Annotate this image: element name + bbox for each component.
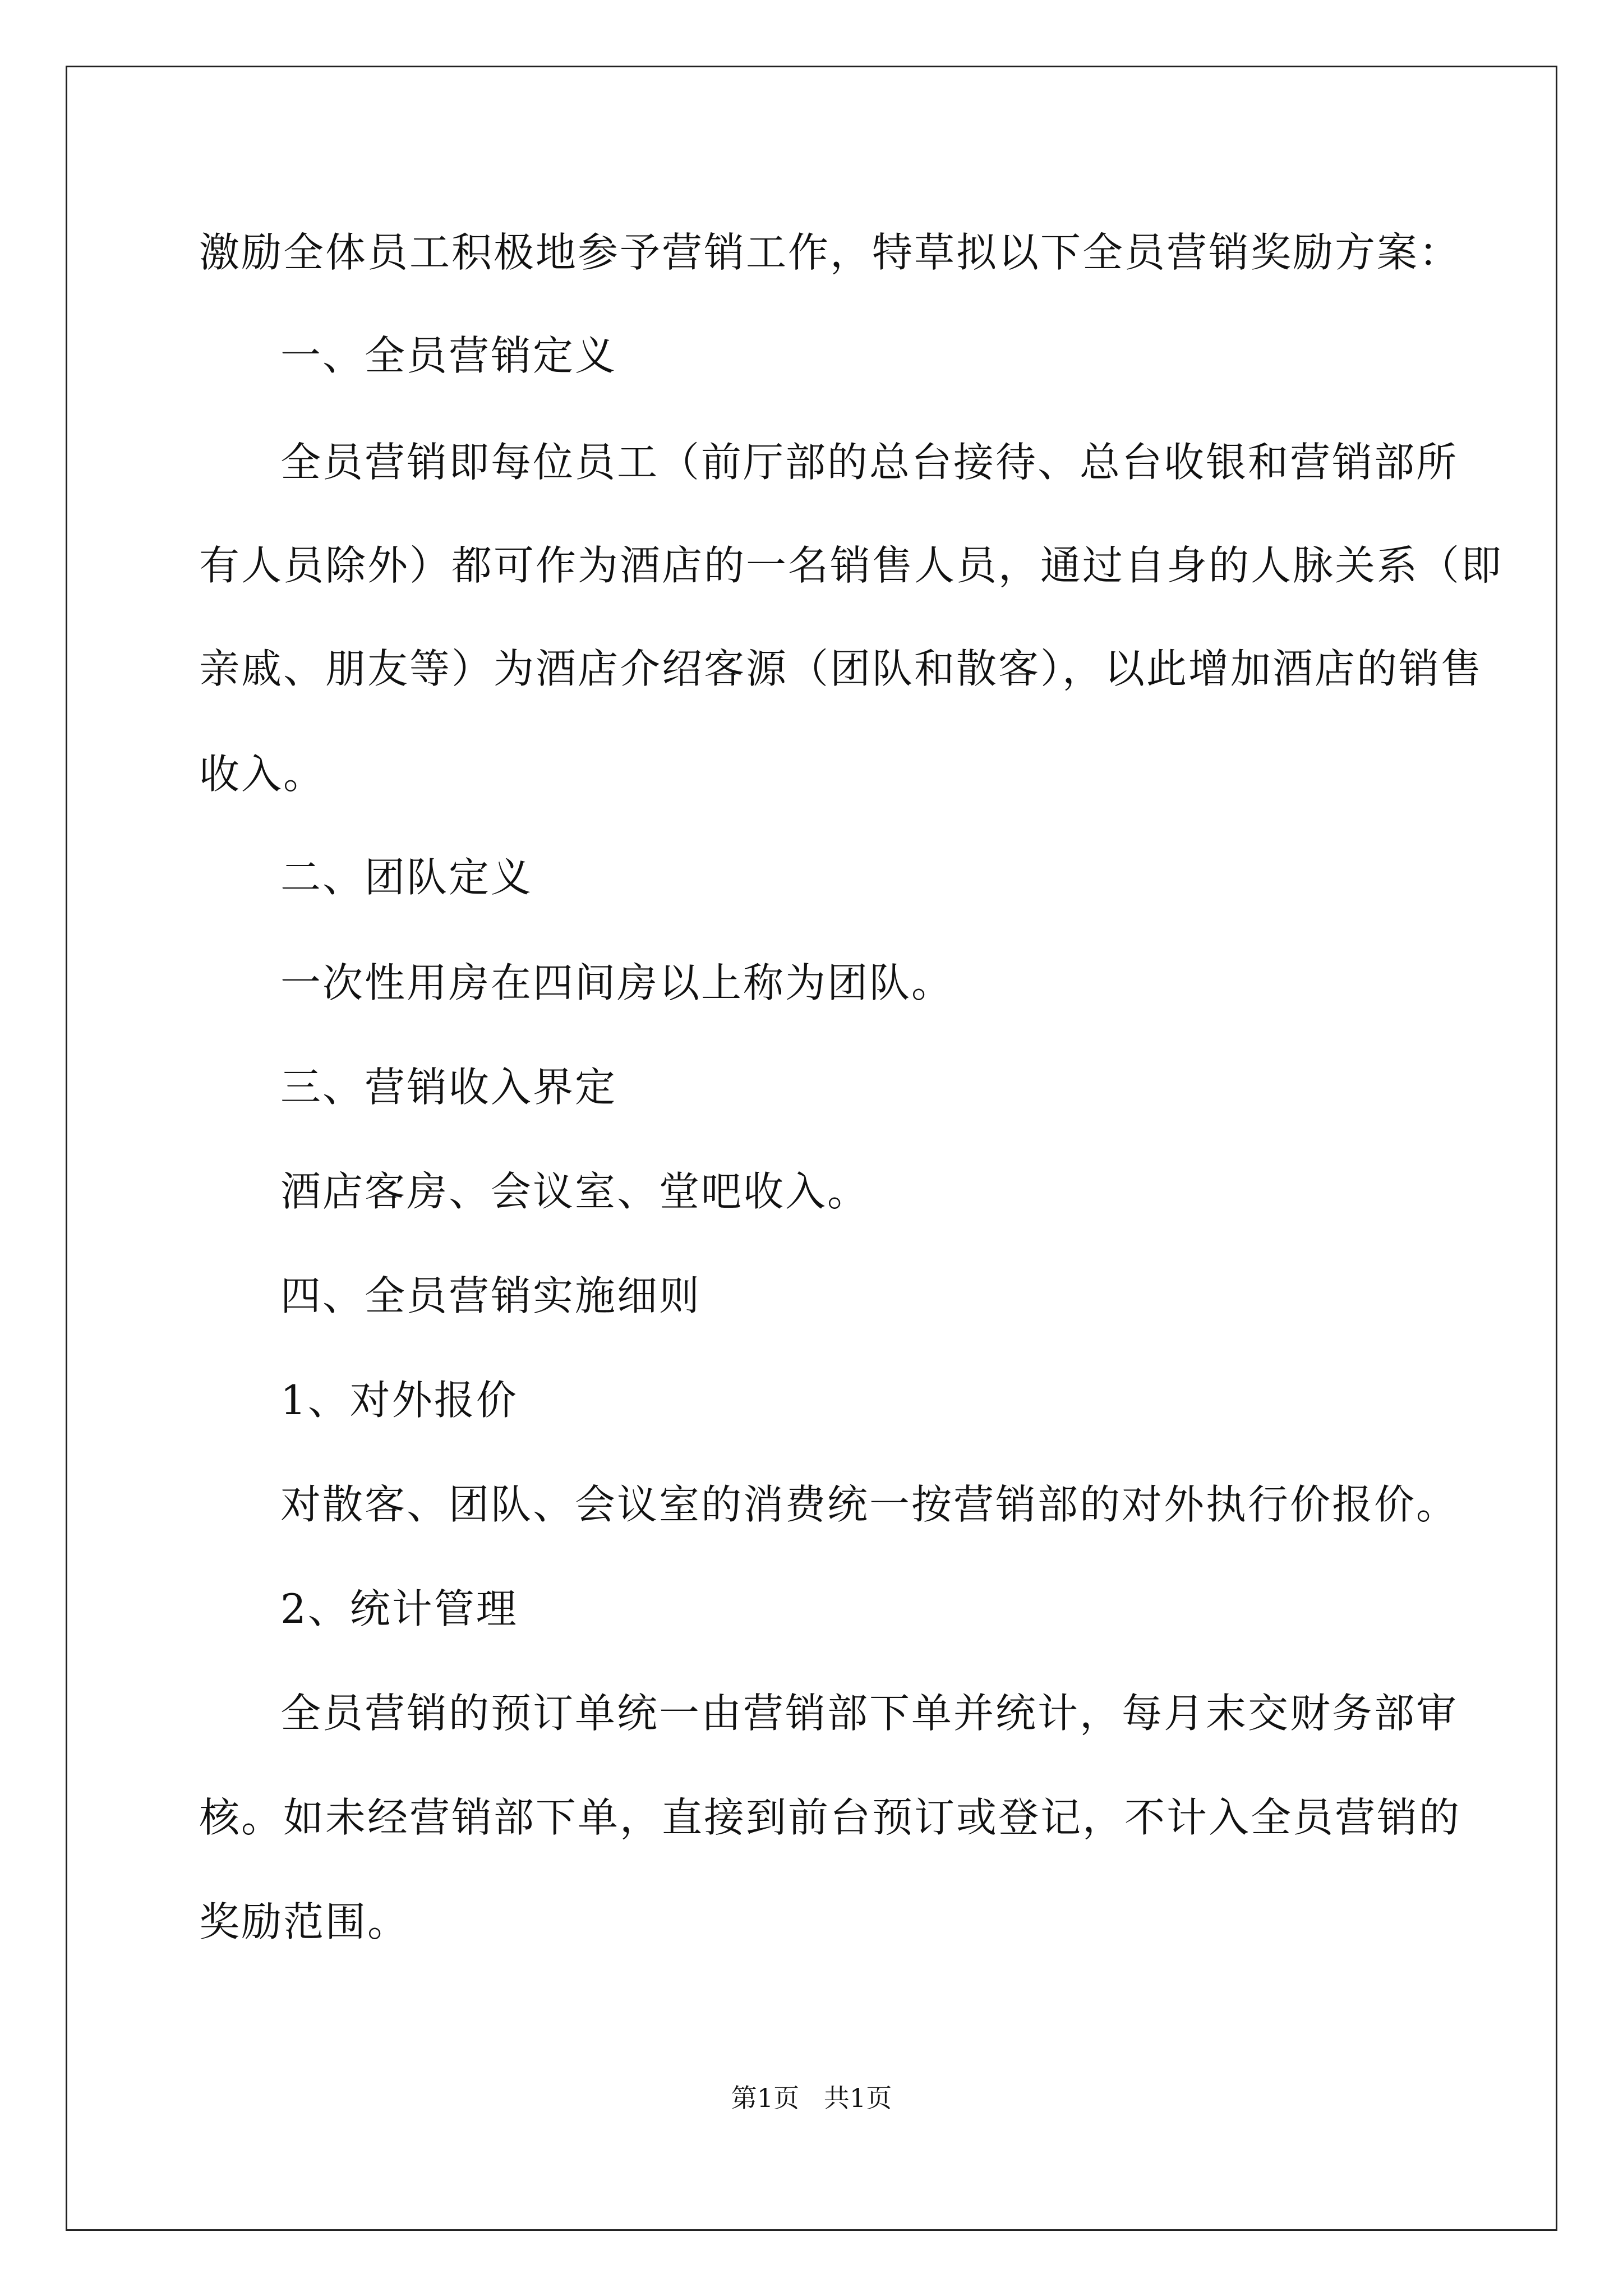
body-paragraph-line: 奖励范围。 [199, 1898, 410, 1945]
body-paragraph-line: 收入。 [199, 751, 326, 798]
body-paragraph-line: 一次性用房在四间房以上称为团队。 [280, 959, 954, 1006]
section-heading-1: 一、全员营销定义 [280, 332, 617, 379]
subsection-heading-2: 2、统计管理 [280, 1585, 518, 1632]
body-line-intro: 激励全体员工积极地参予营销工作，特草拟以下全员营销奖励方案： [199, 229, 1461, 276]
body-paragraph-line: 核。如未经营销部下单，直接到前台预订或登记，不计入全员营销的 [199, 1794, 1461, 1841]
body-paragraph-line: 对散客、团队、会议室的消费统一按营销部的对外执行价报价。 [280, 1481, 1459, 1528]
body-paragraph-line: 亲戚、朋友等）为酒店介绍客源（团队和散客），以此增加酒店的销售 [199, 645, 1483, 692]
section-heading-4: 四、全员营销实施细则 [280, 1272, 702, 1319]
body-paragraph-line: 全员营销的预订单统一由营销部下单并统计，每月末交财务部审 [280, 1690, 1459, 1737]
section-heading-2: 二、团队定义 [280, 854, 533, 901]
page-number-footer: 第1页 共1页 [731, 2083, 892, 2113]
body-paragraph-line: 全员营销即每位员工（前厅部的总台接待、总台收银和营销部所 [280, 439, 1459, 486]
subsection-heading-1: 1、对外报价 [280, 1377, 518, 1424]
body-paragraph-line: 酒店客房、会议室、堂吧收入。 [280, 1168, 870, 1215]
section-heading-3: 三、营销收入界定 [280, 1064, 617, 1111]
body-paragraph-line: 有人员除外）都可作为酒店的一名销售人员，通过自身的人脉关系（即 [199, 542, 1504, 589]
